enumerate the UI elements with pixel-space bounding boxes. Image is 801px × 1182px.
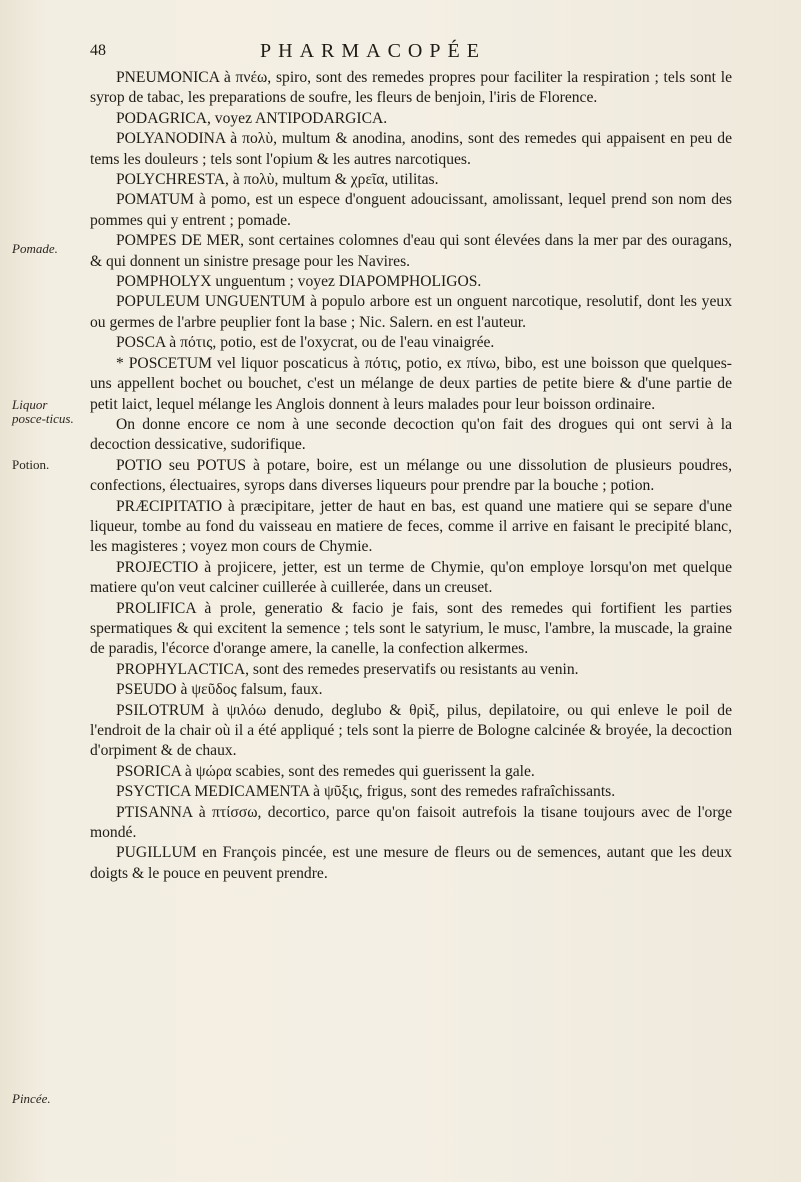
entry-prolifica: PROLIFICA à prole, generatio & facio je fais, sont des remedes qui fortifient les parties spermatiques & qui excitent la semence ; tels sont le satyrium, le musc, l'ambre, la muscade, la graine de paradis, l'écorce d'orange amere, la canelle, la confection alkermes. xyxy=(90,599,732,658)
entry-podagrica: PODAGRICA, voyez ANTIPODARGICA. xyxy=(116,109,388,127)
entry-pomatum: POMATUM à pomo, est un espece d'onguent adoucissant, amolissant, lequel prend son nom des pommes qui y entrent ; pomade. xyxy=(90,191,732,229)
entry-psyctica: PSYCTICA MEDICAMENTA à ψῦξις, frigus, sont des remedes rafraîchissants. xyxy=(116,783,616,801)
entry-pompes-de-mer: POMPES DE MER, sont certaines colomnes d'eau qui sont élevées dans la mer par des ouragans, & qui donnent un sinistre presage pour les Navires. xyxy=(90,232,732,270)
entry-ptisanna: PTISANNA à πτίσσω, decortico, parce qu'on faisoit autrefois la tisane toujours avec de l'orge mondé. xyxy=(90,803,732,842)
entry-polyanodina: POLYANODINA à πολὺ, multum & anodina, anodins, sont des remedes qui appaisent en peu de tems les douleurs ; tels sont l'opium & les autres narcotiques. xyxy=(90,130,732,168)
page-header xyxy=(90,40,720,66)
entry-prophylactica: PROPHYLACTICA, sont des remedes preservatifs ou resistants au venin. xyxy=(116,660,579,678)
entry-poscetum-continued: On donne encore ce nom à une seconde decoction qu'on fait des drogues qui ont servi à la decoction dessicative, sudorifique. xyxy=(90,415,732,454)
entry-psorica: PSORICA à ψώρα scabies, sont des remedes qui guerissent la gale. xyxy=(116,762,535,780)
entry-poscetum: * POSCETUM vel liquor poscaticus à πότις, potio, ex πίνω, bibo, est une boisson que quelques-uns appellent bochet ou bouchet, c'est un mélange de deux parties de petite biere & d'une partie de petit laict, lequel mélange les Anglois donnent à leurs malades pour leur boisson ordinaire. xyxy=(90,354,732,413)
entry-pneumonica: PNEUMONICA à πνέω, spiro, sont des remedes propres pour faciliter la respiration ; tels sont le syrop de tabac, les preparations de soufre, les fleurs de benjoin, l'iris de Florence. xyxy=(90,69,732,107)
entry-posca: POSCA à πότις, potio, est de l'oxycrat, ou de l'eau vinaigrée. xyxy=(116,334,495,352)
entry-potio: POTIO seu POTUS à potare, boire, est un mélange ou une dissolution de plusieurs poudres, confections, électuaires, syrops dans diverses liqueurs pour prendre par la bouche ; potion. xyxy=(90,456,732,495)
margin-note-pincee: Pincée. xyxy=(12,1091,51,1106)
margin-note-liquor: Liquor posce-ticus. xyxy=(12,397,74,426)
margin-note-potion: Potion. xyxy=(12,457,50,472)
entry-populeum: POPULEUM UNGUENTUM à populo arbore est un onguent narcotique, resolutif, dont les yeux ou germes de l'arbre peuplier font la base ; Nic. Salern. en est l'auteur. xyxy=(90,293,732,331)
entry-projectio: PROJECTIO à projicere, jetter, est un terme de Chymie, qu'on employe lorsqu'on met quelque matiere qu'on veut calciner cuillerée à cuillerée, dans un creuset. xyxy=(90,558,732,597)
entry-polychresta: POLYCHRESTA, à πολὺ, multum & χρεῖα, utilitas. xyxy=(116,171,439,189)
entry-pompholyx: POMPHOLYX unguentum ; voyez DIAPOMPHOLIGOS. xyxy=(116,273,482,291)
entry-pseudo: PSEUDO à ψεῦδος falsum, faux. xyxy=(116,681,323,699)
entry-praecipitatio: PRÆCIPITATIO à præcipitare, jetter de haut en bas, est quand une matiere qui se separe d'une liqueur, tombe au fond du vaisseau en matiere de feces, comme il arrive en faisant le precipité blanc, les magisteres ; voyez mon cours de Chymie. xyxy=(90,497,732,556)
dictionary-entries xyxy=(90,68,732,884)
margin-note-pomade: Pomade. xyxy=(12,241,58,256)
entry-pugillum: PUGILLUM en François pincée, est une mesure de fleurs ou de semences, autant que les deux doigts & le pouce en peuvent prendre. xyxy=(90,844,732,882)
page-number: 48 xyxy=(90,42,106,59)
running-title: PHARMACOPÉE xyxy=(260,40,486,62)
entry-psilotrum: PSILOTRUM à ψιλόω denudo, deglubo & θρὶξ, pilus, depilatoire, ou qui enleve le poil de l'endroit de la chair où il a été appliqué ; tels sont la pierre de Bologne calcinée & broyée, la decoction d'orpiment & de chaux. xyxy=(90,701,732,760)
